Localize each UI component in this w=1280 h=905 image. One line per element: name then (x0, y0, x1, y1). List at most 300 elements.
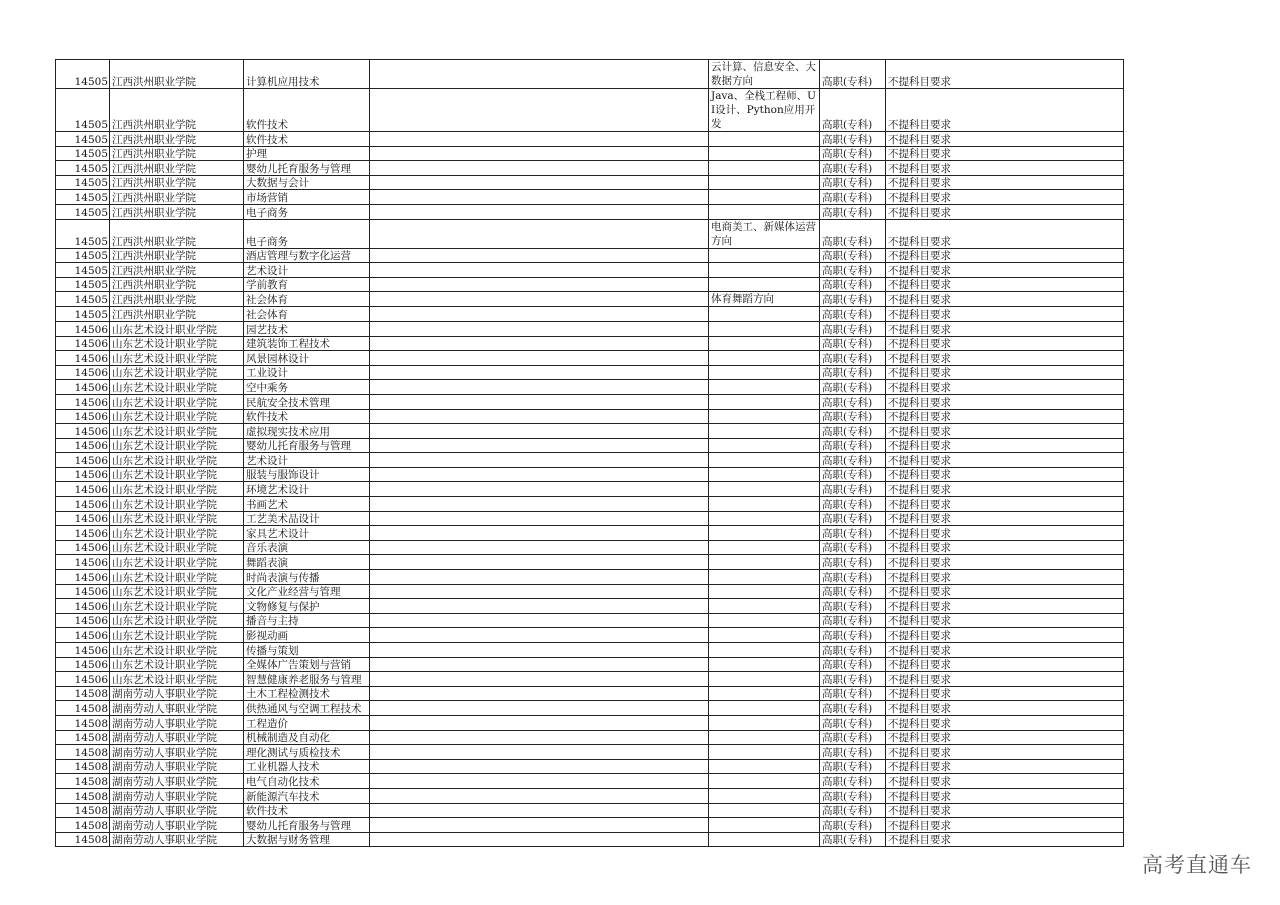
major-note-cell (709, 570, 820, 585)
major-name-cell: 土木工程检测技术 (244, 686, 370, 701)
blank-cell (370, 540, 709, 555)
level-cell: 高职(专科) (820, 832, 886, 847)
major-note-cell (709, 774, 820, 789)
blank-cell (370, 818, 709, 833)
level-cell: 高职(专科) (820, 380, 886, 395)
blank-cell (370, 263, 709, 278)
school-name-cell: 湖南劳动人事职业学院 (110, 832, 244, 847)
blank-cell (370, 248, 709, 263)
table-row (56, 584, 1124, 599)
blank-cell (370, 467, 709, 482)
major-name-cell: 社会体育 (244, 292, 370, 307)
major-note-cell (709, 686, 820, 701)
school-name-cell: 山东艺术设计职业学院 (110, 511, 244, 526)
major-name-cell: 时尚表演与传播 (244, 570, 370, 585)
major-note-cell (709, 394, 820, 409)
major-note-cell (709, 643, 820, 658)
level-cell: 高职(专科) (820, 584, 886, 599)
school-code-cell: 14505 (56, 204, 110, 219)
major-name-cell: 酒店管理与数字化运营 (244, 248, 370, 263)
school-code-cell: 14506 (56, 672, 110, 687)
subject-requirement-cell: 不提科目要求 (886, 89, 1124, 132)
table-row (56, 394, 1124, 409)
school-name-cell: 山东艺术设计职业学院 (110, 380, 244, 395)
blank-cell (370, 424, 709, 439)
major-note-cell (709, 424, 820, 439)
blank-cell (370, 497, 709, 512)
school-code-cell: 14506 (56, 613, 110, 628)
school-code-cell: 14506 (56, 497, 110, 512)
blank-cell (370, 307, 709, 322)
table-row (56, 628, 1124, 643)
level-cell: 高职(专科) (820, 292, 886, 307)
table-row (56, 643, 1124, 658)
level-cell: 高职(专科) (820, 497, 886, 512)
table-row (56, 467, 1124, 482)
level-cell: 高职(专科) (820, 424, 886, 439)
major-note-cell (709, 701, 820, 716)
level-cell: 高职(专科) (820, 438, 886, 453)
blank-cell (370, 190, 709, 205)
subject-requirement-cell: 不提科目要求 (886, 190, 1124, 205)
level-cell: 高职(专科) (820, 321, 886, 336)
school-code-cell: 14508 (56, 701, 110, 716)
major-name-cell: 书画艺术 (244, 497, 370, 512)
blank-cell (370, 526, 709, 541)
major-name-cell: 市场营销 (244, 190, 370, 205)
major-note-cell (709, 628, 820, 643)
subject-requirement-cell: 不提科目要求 (886, 409, 1124, 424)
major-note-cell (709, 511, 820, 526)
blank-cell (370, 686, 709, 701)
major-name-cell: 虚拟现实技术应用 (244, 424, 370, 439)
blank-cell (370, 788, 709, 803)
table-row (56, 409, 1124, 424)
blank-cell (370, 701, 709, 716)
subject-requirement-cell: 不提科目要求 (886, 336, 1124, 351)
major-name-cell: 护理 (244, 146, 370, 161)
table-row (56, 613, 1124, 628)
major-name-cell: 建筑装饰工程技术 (244, 336, 370, 351)
level-cell: 高职(专科) (820, 715, 886, 730)
major-name-cell: 环境艺术设计 (244, 482, 370, 497)
subject-requirement-cell: 不提科目要求 (886, 146, 1124, 161)
school-code-cell: 14506 (56, 365, 110, 380)
blank-cell (370, 555, 709, 570)
level-cell: 高职(专科) (820, 161, 886, 176)
school-name-cell: 江西洪州职业学院 (110, 204, 244, 219)
major-note-cell (709, 365, 820, 380)
blank-cell (370, 511, 709, 526)
table-row (56, 380, 1124, 395)
table-row (56, 774, 1124, 789)
major-note-cell: 体育舞蹈方向 (709, 292, 820, 307)
major-note-cell (709, 248, 820, 263)
major-note-cell: 云计算、信息安全、大数据方向 (709, 60, 820, 89)
school-code-cell: 14505 (56, 307, 110, 322)
subject-requirement-cell: 不提科目要求 (886, 292, 1124, 307)
subject-requirement-cell: 不提科目要求 (886, 672, 1124, 687)
school-code-cell: 14508 (56, 803, 110, 818)
level-cell: 高职(专科) (820, 204, 886, 219)
major-note-cell (709, 803, 820, 818)
major-note-cell: 电商美工、新媒体运营方向 (709, 219, 820, 248)
level-cell: 高职(专科) (820, 730, 886, 745)
table-row (56, 365, 1124, 380)
subject-requirement-cell: 不提科目要求 (886, 774, 1124, 789)
level-cell: 高职(专科) (820, 132, 886, 147)
major-name-cell: 电气自动化技术 (244, 774, 370, 789)
school-code-cell: 14506 (56, 643, 110, 658)
blank-cell (370, 394, 709, 409)
school-code-cell: 14505 (56, 175, 110, 190)
subject-requirement-cell: 不提科目要求 (886, 424, 1124, 439)
table-row (56, 175, 1124, 190)
school-name-cell: 江西洪州职业学院 (110, 161, 244, 176)
school-name-cell: 山东艺术设计职业学院 (110, 584, 244, 599)
table-row (56, 599, 1124, 614)
subject-requirement-cell: 不提科目要求 (886, 526, 1124, 541)
level-cell: 高职(专科) (820, 60, 886, 89)
subject-requirement-cell: 不提科目要求 (886, 701, 1124, 716)
major-note-cell (709, 409, 820, 424)
level-cell: 高职(专科) (820, 599, 886, 614)
major-note-cell (709, 759, 820, 774)
major-name-cell: 民航安全技术管理 (244, 394, 370, 409)
major-note-cell (709, 497, 820, 512)
blank-cell (370, 643, 709, 658)
school-name-cell: 山东艺术设计职业学院 (110, 365, 244, 380)
school-name-cell: 山东艺术设计职业学院 (110, 628, 244, 643)
school-code-cell: 14505 (56, 248, 110, 263)
school-name-cell: 湖南劳动人事职业学院 (110, 730, 244, 745)
blank-cell (370, 204, 709, 219)
blank-cell (370, 570, 709, 585)
table-row (56, 263, 1124, 278)
school-name-cell: 山东艺术设计职业学院 (110, 657, 244, 672)
subject-requirement-cell: 不提科目要求 (886, 132, 1124, 147)
blank-cell (370, 132, 709, 147)
major-name-cell: 服装与服饰设计 (244, 467, 370, 482)
level-cell: 高职(专科) (820, 409, 886, 424)
school-name-cell: 山东艺术设计职业学院 (110, 351, 244, 366)
table-row (56, 657, 1124, 672)
major-name-cell: 艺术设计 (244, 263, 370, 278)
school-code-cell: 14506 (56, 438, 110, 453)
subject-requirement-cell: 不提科目要求 (886, 467, 1124, 482)
level-cell: 高职(专科) (820, 365, 886, 380)
level-cell: 高职(专科) (820, 613, 886, 628)
subject-requirement-cell: 不提科目要求 (886, 745, 1124, 760)
level-cell: 高职(专科) (820, 774, 886, 789)
table-row (56, 497, 1124, 512)
major-name-cell: 工业机器人技术 (244, 759, 370, 774)
major-note-cell (709, 657, 820, 672)
level-cell: 高职(专科) (820, 248, 886, 263)
subject-requirement-cell: 不提科目要求 (886, 643, 1124, 658)
table-row (56, 832, 1124, 847)
blank-cell (370, 336, 709, 351)
table-row (56, 453, 1124, 468)
school-code-cell: 14506 (56, 657, 110, 672)
major-name-cell: 学前教育 (244, 277, 370, 292)
table-row (56, 336, 1124, 351)
table-row (56, 482, 1124, 497)
major-name-cell: 文物修复与保护 (244, 599, 370, 614)
school-name-cell: 山东艺术设计职业学院 (110, 453, 244, 468)
school-code-cell: 14506 (56, 336, 110, 351)
school-code-cell: 14508 (56, 686, 110, 701)
school-code-cell: 14506 (56, 526, 110, 541)
school-code-cell: 14505 (56, 89, 110, 132)
subject-requirement-cell: 不提科目要求 (886, 438, 1124, 453)
table-body (56, 60, 1124, 847)
level-cell: 高职(专科) (820, 511, 886, 526)
blank-cell (370, 60, 709, 89)
school-name-cell: 山东艺术设计职业学院 (110, 438, 244, 453)
school-name-cell: 湖南劳动人事职业学院 (110, 759, 244, 774)
subject-requirement-cell: 不提科目要求 (886, 832, 1124, 847)
subject-requirement-cell: 不提科目要求 (886, 204, 1124, 219)
blank-cell (370, 628, 709, 643)
blank-cell (370, 277, 709, 292)
school-name-cell: 山东艺术设计职业学院 (110, 321, 244, 336)
school-name-cell: 江西洪州职业学院 (110, 132, 244, 147)
school-name-cell: 湖南劳动人事职业学院 (110, 788, 244, 803)
table-row (56, 219, 1124, 248)
watermark: 高考直通车 (1142, 853, 1252, 877)
level-cell: 高职(专科) (820, 467, 886, 482)
school-name-cell: 江西洪州职业学院 (110, 190, 244, 205)
major-name-cell: 婴幼儿托育服务与管理 (244, 161, 370, 176)
blank-cell (370, 219, 709, 248)
major-name-cell: 新能源汽车技术 (244, 788, 370, 803)
major-name-cell: 艺术设计 (244, 453, 370, 468)
level-cell: 高职(专科) (820, 657, 886, 672)
major-name-cell: 文化产业经营与管理 (244, 584, 370, 599)
blank-cell (370, 146, 709, 161)
blank-cell (370, 832, 709, 847)
major-name-cell: 社会体育 (244, 307, 370, 322)
subject-requirement-cell: 不提科目要求 (886, 759, 1124, 774)
school-name-cell: 山东艺术设计职业学院 (110, 467, 244, 482)
school-name-cell: 江西洪州职业学院 (110, 219, 244, 248)
table-row (56, 277, 1124, 292)
level-cell: 高职(专科) (820, 570, 886, 585)
school-code-cell: 14508 (56, 788, 110, 803)
subject-requirement-cell: 不提科目要求 (886, 511, 1124, 526)
school-name-cell: 湖南劳动人事职业学院 (110, 803, 244, 818)
major-note-cell (709, 453, 820, 468)
school-name-cell: 山东艺术设计职业学院 (110, 336, 244, 351)
level-cell: 高职(专科) (820, 759, 886, 774)
school-name-cell: 山东艺术设计职业学院 (110, 409, 244, 424)
major-note-cell (709, 584, 820, 599)
major-note-cell (709, 263, 820, 278)
school-name-cell: 山东艺术设计职业学院 (110, 555, 244, 570)
blank-cell (370, 321, 709, 336)
school-name-cell: 山东艺术设计职业学院 (110, 526, 244, 541)
major-note-cell (709, 146, 820, 161)
level-cell: 高职(专科) (820, 540, 886, 555)
subject-requirement-cell: 不提科目要求 (886, 482, 1124, 497)
blank-cell (370, 584, 709, 599)
subject-requirement-cell: 不提科目要求 (886, 570, 1124, 585)
major-name-cell: 软件技术 (244, 409, 370, 424)
major-name-cell: 软件技术 (244, 132, 370, 147)
school-name-cell: 山东艺术设计职业学院 (110, 424, 244, 439)
level-cell: 高职(专科) (820, 336, 886, 351)
blank-cell (370, 89, 709, 132)
table-row (56, 161, 1124, 176)
table-row (56, 526, 1124, 541)
school-code-cell: 14505 (56, 190, 110, 205)
major-name-cell: 传播与策划 (244, 643, 370, 658)
blank-cell (370, 730, 709, 745)
school-code-cell: 14506 (56, 628, 110, 643)
major-note-cell (709, 307, 820, 322)
level-cell: 高职(专科) (820, 526, 886, 541)
school-code-cell: 14506 (56, 482, 110, 497)
level-cell: 高职(专科) (820, 89, 886, 132)
subject-requirement-cell: 不提科目要求 (886, 628, 1124, 643)
table-row (56, 788, 1124, 803)
school-name-cell: 湖南劳动人事职业学院 (110, 686, 244, 701)
level-cell: 高职(专科) (820, 803, 886, 818)
major-name-cell: 智慧健康养老服务与管理 (244, 672, 370, 687)
major-name-cell: 园艺技术 (244, 321, 370, 336)
major-name-cell: 机械制造及自动化 (244, 730, 370, 745)
blank-cell (370, 657, 709, 672)
major-name-cell: 影视动画 (244, 628, 370, 643)
school-name-cell: 山东艺术设计职业学院 (110, 497, 244, 512)
school-code-cell: 14505 (56, 263, 110, 278)
level-cell: 高职(专科) (820, 672, 886, 687)
subject-requirement-cell: 不提科目要求 (886, 351, 1124, 366)
major-name-cell: 工业设计 (244, 365, 370, 380)
blank-cell (370, 351, 709, 366)
major-name-cell: 理化测试与质检技术 (244, 745, 370, 760)
major-name-cell: 电子商务 (244, 219, 370, 248)
subject-requirement-cell: 不提科目要求 (886, 599, 1124, 614)
major-note-cell (709, 788, 820, 803)
school-code-cell: 14506 (56, 409, 110, 424)
level-cell: 高职(专科) (820, 175, 886, 190)
subject-requirement-cell: 不提科目要求 (886, 307, 1124, 322)
level-cell: 高职(专科) (820, 394, 886, 409)
subject-requirement-cell: 不提科目要求 (886, 497, 1124, 512)
major-note-cell (709, 482, 820, 497)
subject-requirement-cell: 不提科目要求 (886, 365, 1124, 380)
blank-cell (370, 453, 709, 468)
major-note-cell (709, 599, 820, 614)
major-note-cell (709, 190, 820, 205)
level-cell: 高职(专科) (820, 453, 886, 468)
school-code-cell: 14505 (56, 146, 110, 161)
major-note-cell (709, 132, 820, 147)
major-note-cell (709, 832, 820, 847)
level-cell: 高职(专科) (820, 628, 886, 643)
subject-requirement-cell: 不提科目要求 (886, 540, 1124, 555)
major-name-cell: 婴幼儿托育服务与管理 (244, 438, 370, 453)
blank-cell (370, 409, 709, 424)
school-code-cell: 14505 (56, 292, 110, 307)
table-row (56, 60, 1124, 89)
table-row (56, 307, 1124, 322)
major-name-cell: 婴幼儿托育服务与管理 (244, 818, 370, 833)
table-row (56, 570, 1124, 585)
school-name-cell: 湖南劳动人事职业学院 (110, 818, 244, 833)
major-name-cell: 全媒体广告策划与营销 (244, 657, 370, 672)
major-name-cell: 供热通风与空调工程技术 (244, 701, 370, 716)
school-name-cell: 湖南劳动人事职业学院 (110, 715, 244, 730)
school-code-cell: 14508 (56, 818, 110, 833)
major-note-cell (709, 380, 820, 395)
school-name-cell: 江西洪州职业学院 (110, 146, 244, 161)
major-note-cell (709, 204, 820, 219)
table-row (56, 321, 1124, 336)
enrollment-table (55, 59, 1124, 847)
school-code-cell: 14506 (56, 380, 110, 395)
school-name-cell: 山东艺术设计职业学院 (110, 672, 244, 687)
level-cell: 高职(专科) (820, 788, 886, 803)
table-row (56, 204, 1124, 219)
school-name-cell: 山东艺术设计职业学院 (110, 394, 244, 409)
school-name-cell: 江西洪州职业学院 (110, 60, 244, 89)
major-note-cell (709, 555, 820, 570)
major-note-cell (709, 540, 820, 555)
blank-cell (370, 482, 709, 497)
major-name-cell: 家具艺术设计 (244, 526, 370, 541)
level-cell: 高职(专科) (820, 219, 886, 248)
school-name-cell: 山东艺术设计职业学院 (110, 482, 244, 497)
blank-cell (370, 715, 709, 730)
subject-requirement-cell: 不提科目要求 (886, 321, 1124, 336)
level-cell: 高职(专科) (820, 745, 886, 760)
school-name-cell: 山东艺术设计职业学院 (110, 613, 244, 628)
major-note-cell (709, 161, 820, 176)
school-name-cell: 山东艺术设计职业学院 (110, 643, 244, 658)
school-name-cell: 江西洪州职业学院 (110, 248, 244, 263)
subject-requirement-cell: 不提科目要求 (886, 453, 1124, 468)
level-cell: 高职(专科) (820, 263, 886, 278)
school-code-cell: 14508 (56, 745, 110, 760)
major-note-cell (709, 745, 820, 760)
school-code-cell: 14506 (56, 584, 110, 599)
school-name-cell: 山东艺术设计职业学院 (110, 540, 244, 555)
blank-cell (370, 803, 709, 818)
major-note-cell (709, 277, 820, 292)
school-code-cell: 14506 (56, 424, 110, 439)
school-code-cell: 14508 (56, 759, 110, 774)
level-cell: 高职(专科) (820, 701, 886, 716)
table-row (56, 89, 1124, 132)
subject-requirement-cell: 不提科目要求 (886, 657, 1124, 672)
major-note-cell (709, 715, 820, 730)
level-cell: 高职(专科) (820, 307, 886, 322)
blank-cell (370, 672, 709, 687)
subject-requirement-cell: 不提科目要求 (886, 555, 1124, 570)
subject-requirement-cell: 不提科目要求 (886, 175, 1124, 190)
school-code-cell: 14506 (56, 394, 110, 409)
school-code-cell: 14506 (56, 321, 110, 336)
major-name-cell: 计算机应用技术 (244, 60, 370, 89)
subject-requirement-cell: 不提科目要求 (886, 219, 1124, 248)
subject-requirement-cell: 不提科目要求 (886, 248, 1124, 263)
level-cell: 高职(专科) (820, 818, 886, 833)
major-note-cell (709, 321, 820, 336)
blank-cell (370, 292, 709, 307)
